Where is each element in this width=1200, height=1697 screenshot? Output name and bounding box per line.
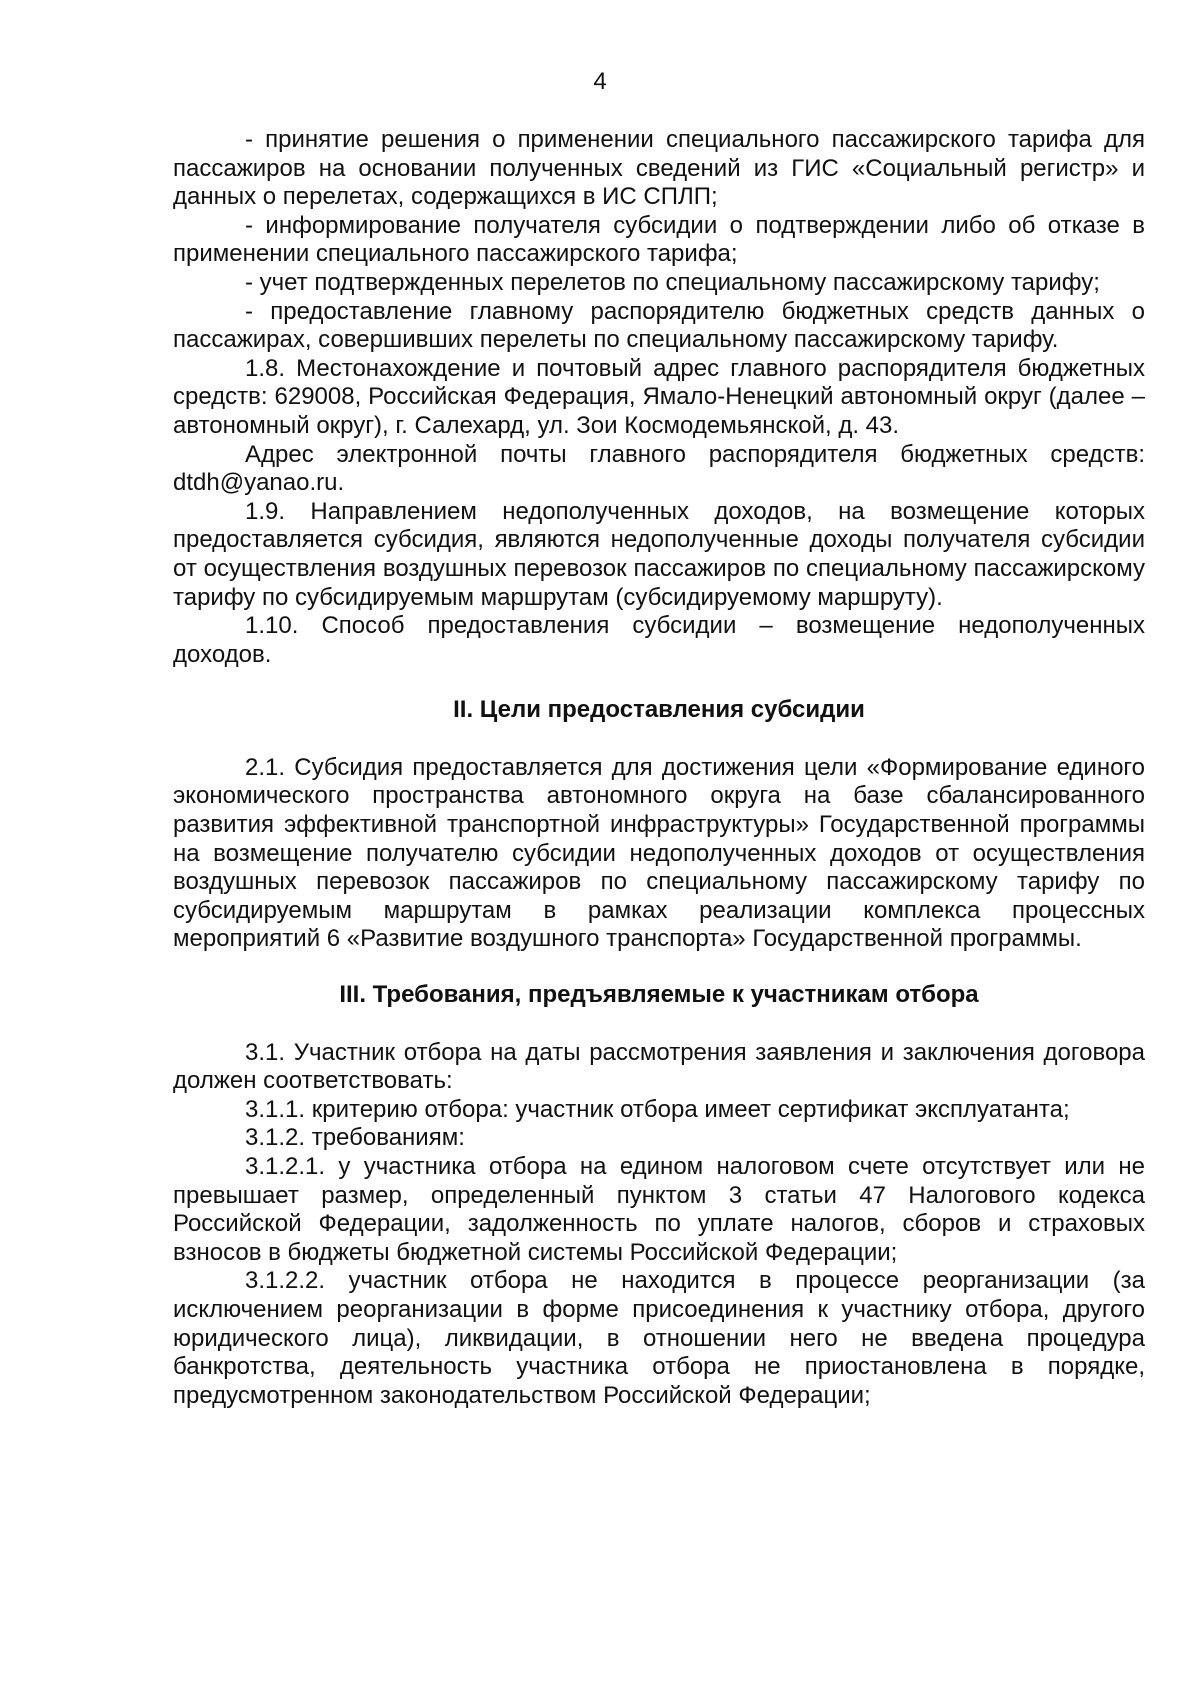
section-heading: III. Требования, предъявляемые к участникам отбора	[339, 981, 979, 1009]
paragraph: 3.1.1. критерию отбора: участник отбора имеет сертификат эксплуатанта;	[245, 1095, 1070, 1123]
paragraph: Адрес электронной почты главного распорядителя бюджетных средств: dtdh@yanao.ru.	[173, 440, 1145, 497]
paragraph: 2.1. Субсидия предоставляется для достижения цели «Формирование единого экономического пространства автономного округа на базе сбалансированного развития эффективной транспортной инфраструктуры» Государственной программы на возмещение получателю субсидии недополученных доходов от осуществления воздушных перевозок пассажиров по специальному пассажирскому тарифу по субсидируемым маршрутам в рамках реализации комплекса процессных мероприятий 6 «Развитие воздушного транспорта» Государственной программы.	[173, 753, 1145, 953]
paragraph: 3.1. Участник отбора на даты рассмотрения заявления и заключения договора должен соответствовать:	[173, 1038, 1145, 1095]
paragraph: - учет подтвержденных перелетов по специальному пассажирскому тарифу;	[245, 268, 1100, 296]
paragraph: - предоставление главному распорядителю бюджетных средств данных о пассажирах, совершивших перелеты по специальному пассажирскому тарифу.	[173, 297, 1145, 354]
paragraph: 1.9. Направлением недополученных доходов, на возмещение которых предоставляется субсидия, являются недополученные доходы получателя субсидии от осуществления воздушных перевозок пассажиров по специальному пассажирскому тарифу по субсидируемым маршрутам (субсидируемому маршруту).	[173, 497, 1145, 611]
section-heading: II. Цели предоставления субсидии	[453, 696, 865, 724]
paragraph: 3.1.2.1. у участника отбора на едином налоговом счете отсутствует или не превышает размер, определенный пунктом 3 статьи 47 Налогового кодекса Российской Федерации, задолженность по уплате налогов, сборов и страховых взносов в бюджеты бюджетной системы Российской Федерации;	[173, 1153, 1145, 1266]
paragraph: 1.8. Местонахождение и почтовый адрес главного распорядителя бюджетных средств: 629008, Российская Федерация, Ямало-Ненецкий автономный округ (далее – автономный округ), г. Салехард, ул. Зои Космодемьянской, д. 43.	[173, 354, 1145, 439]
paragraph: - принятие решения о применении специального пассажирского тарифа для пассажиров на основании полученных сведений из ГИС «Социальный регистр» и данных о перелетах, содержащихся в ИС СПЛП;	[173, 126, 1145, 211]
paragraph: - информирование получателя субсидии о подтверждении либо об отказе в применении специального пассажирского тарифа;	[173, 211, 1145, 268]
page-number: 4	[593, 68, 607, 95]
document-body	[173, 126, 1145, 1410]
paragraph: 3.1.2. требованиям:	[245, 1124, 465, 1152]
paragraph: 3.1.2.2. участник отбора не находится в процессе реорганизации (за исключением реорганизации в форме присоединения к участнику отбора, другого юридического лица), ликвидации, в отношении него не введена процедура банкротства, деятельность участника отбора не приостановлена в порядке, предусмотренном законодательством Российской Федерации;	[173, 1267, 1145, 1409]
paragraph: 1.10. Способ предоставления субсидии – возмещение недополученных доходов.	[173, 612, 1145, 668]
